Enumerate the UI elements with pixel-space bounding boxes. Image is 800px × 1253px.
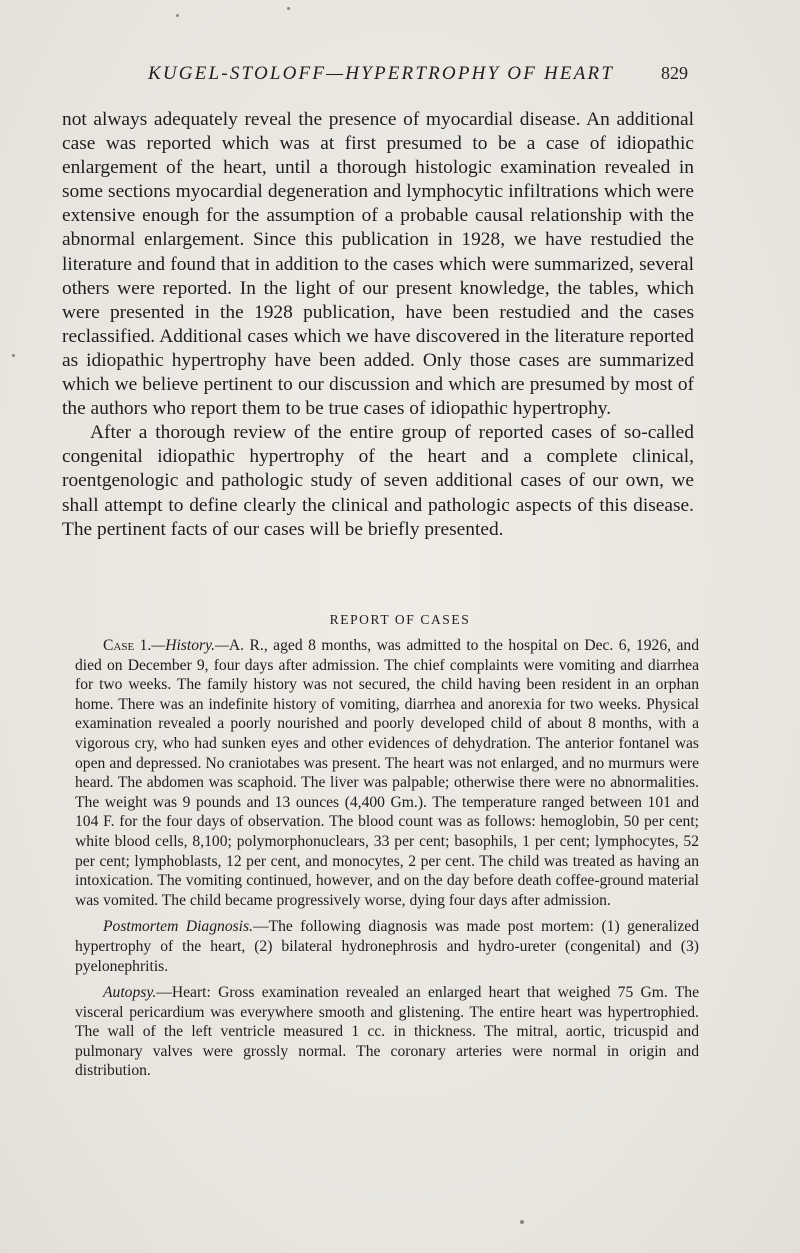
- history-label: —History.—: [151, 637, 229, 654]
- running-head: KUGEL-STOLOFF—HYPERTROPHY OF HEART: [148, 63, 615, 84]
- case-history-paragraph: [75, 636, 699, 910]
- autopsy-label: Autopsy.: [103, 984, 157, 1002]
- autopsy-text: —Heart: Gross examination revealed an enlarged heart that weighed 75 Gm. The visceral pericardium was everywhere smooth and glistening. The entire heart was hypertrophied. The wall of the left ventricle measured 1 cc. in thickness. The mitral, aortic, tricuspid and pulmonary valves were grossly normal. The coronary arteries were normal in origin and distribution.: [75, 984, 699, 1080]
- diagnosis-paragraph: [75, 917, 699, 976]
- case-label: Case 1.: [103, 637, 152, 654]
- page-header: [60, 63, 700, 89]
- paragraph: After a thorough review of the entire group of reported cases of so-called congenital idiopathic hypertrophy of the heart and a complete clinical, roentgenologic and pathologic study of seven additional cases of our own, we shall attempt to define clearly the clinical and pathologic aspects of this disease. The pertinent facts of our cases will be briefly presented.: [62, 422, 694, 540]
- section-heading: REPORT OF CASES: [329, 612, 471, 627]
- paper-speck: [520, 1220, 524, 1224]
- autopsy-paragraph: [75, 983, 699, 1081]
- paragraph: not always adequately reveal the presence of myocardial disease. An additional case was reported which was at first presumed to be a case of idiopathic enlargement of the heart, until a thorough histologic examination revealed in some sections myocardial degeneration and lymphocytic infiltrations which were extensive enough for the assumption of a probable causal relationship with the abnormal enlargement. Since this publication in 1928, we have restudied the literature and found that in addition to the cases which were summarized, several others were reported. In the light of our present knowledge, the tables, which were presented in the 1928 publication, have been restudied and the cases reclassified. Additional cases which we have discovered in the literature reported as idiopathic hypertrophy have been added. Only those cases are summarized which we believe pertinent to our discussion and which are presumed by most of the authors who report them to be true cases of idiopathic hypertrophy.: [62, 109, 694, 420]
- history-text: A. R., aged 8 months, was admitted to the hospital on Dec. 6, 1926, and died on December 9, four days after admission. The chief complaints were vomiting and diarrhea for two weeks. The family history was not secured, the child having been resident in an orphan home. There was an indefinite history of vomiting, diarrhea and anorexia for two weeks. Physical examination revealed a poorly nourished and poorly developed child of about 8 months, with a vigorous cry, who had sunken eyes and other evidences of dehydration. The anterior fontanel was open and depressed. No craniotabes was present. The heart was not enlarged, and no murmurs were heard. The abdomen was scaphoid. The liver was palpable; otherwise there were no abnormalities. The weight was 9 pounds and 13 ounces (4,400 Gm.). The temperature ranged between 101 and 104 F. for the four days of observation. The blood count was as follows: hemoglobin, 50 per cent; white blood cells, 8,100; polymorphonuclears, 33 per cent; basophils, 1 per cent; lymphocytes, 52 per cent; lymphoblasts, 12 per cent, and monocytes, 2 per cent. The child was treated as having an intoxication. The vomiting continued, however, and on the day before death coffee-ground material was vomited. The child became progressively worse, dying four days after admission.: [75, 637, 699, 909]
- main-text: [62, 108, 694, 542]
- page-number: 829: [661, 63, 688, 83]
- diagnosis-text: —The following diagnosis was made post mortem: (1) generalized hypertrophy of the heart, (2) bilateral hydronephrosis and hydro-ureter (congenital) and (3) pyelonephritis.: [75, 918, 699, 975]
- diagnosis-label: Postmortem Diagnosis.: [103, 918, 253, 936]
- paper-speck: [176, 14, 179, 17]
- case-report: [75, 636, 699, 1088]
- paper-speck: [12, 354, 15, 357]
- paper-speck: [287, 7, 290, 10]
